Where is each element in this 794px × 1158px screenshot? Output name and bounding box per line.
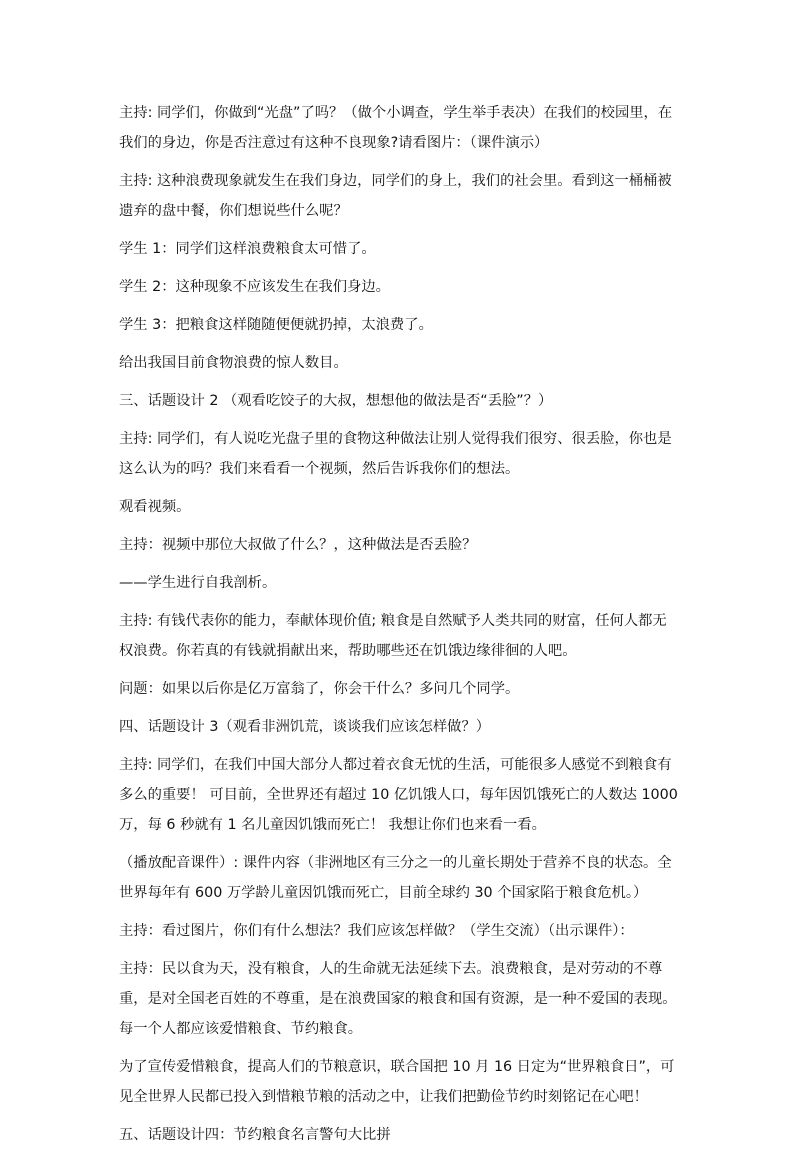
paragraph-question-millionaire: 问题：如果以后你是亿万富翁了，你会干什么？多问几个同学。: [119, 681, 520, 697]
paragraph-host-intro: 主持: 同学们，你做到“光盘”了吗？（做个小调查，学生举手表决）在我们的校园里，在我们的身边，你是否注意过有这种不良现象?请看图片：（课件演示）: [119, 105, 673, 151]
paragraph-host-wealth: 主持: 有钱代表你的能力，奉献体现价值; 粮食是自然赋予人类共同的财富，任何人都无权浪费。你若真的有钱就捐献出来，帮助哪些还在饥饿边缘徘徊的人吧。: [119, 613, 667, 659]
paragraph-host-discussion: 主持：看过图片，你们有什么想法？我们应该怎样做？（学生交流）（出示课件）：: [119, 923, 634, 939]
paragraph-waste-figures: 给出我国目前食物浪费的惊人数目。: [119, 355, 348, 371]
paragraph-student-1: 学生 1：同学们这样浪费粮食太可惜了。: [119, 241, 376, 257]
document-body: [119, 98, 679, 1158]
paragraph-self-analysis: ——学生进行自我剖析。: [119, 575, 277, 591]
paragraph-student-2: 学生 2：这种现象不应该发生在我们身边。: [119, 279, 390, 295]
paragraph-host-conclusion: 主持：民以食为天，没有粮食，人的生命就无法延续下去。浪费粮食，是对劳动的不尊重，是对全国老百姓的不尊重，是在浪费国家的粮食和国有资源，是一种不爱国的表现。每一个人都应该爱惜粮食、节约粮食。: [119, 961, 677, 1037]
paragraph-host-hunger: 主持: 同学们，在我们中国大部分人都过着衣食无忧的生活，可能很多人感觉不到粮食有多么的重要！ 可目前，全世界还有超过 10 亿饥饿人口，每年因饥饿死亡的人数达 1000 万，每 6 秒就有 1 名儿童因饥饿而死亡！ 我想让你们也来看一看。: [119, 757, 678, 833]
paragraph-host-question: 主持：视频中那位大叔做了什么？，这种做法是否丢脸？: [119, 537, 477, 553]
paragraph-host-waste: 主持: 这种浪费现象就发生在我们身边，同学们的身上，我们的社会里。看到这一桶桶被遗弃的盘中餐，你们想说些什么呢？: [119, 173, 672, 219]
paragraph-host-clean-plate: 主持: 同学们，有人说吃光盘子里的食物这种做法让别人觉得我们很穷、很丢脸，你也是这么认为的吗？我们来看看一个视频，然后告诉我你们的想法。: [119, 431, 672, 477]
section-heading-topic-4: 五、话题设计四：节约粮食名言警句大比拼: [119, 1127, 391, 1143]
section-heading-topic-2: 三、话题设计 2 （观看吃饺子的大叔，想想他的做法是否“丢脸”？）: [119, 393, 553, 409]
section-heading-topic-3: 四、话题设计 3（观看非洲饥荒，谈谈我们应该怎样做？）: [119, 719, 491, 735]
paragraph-world-food-day: 为了宣传爱惜粮食，提高人们的节粮意识，联合国把 10 月 16 日定为“世界粮食日”，可见全世界人民都已投入到惜粮节粮的活动之中，让我们把勤俭节约时刻铭记在心吧！: [119, 1059, 675, 1105]
paragraph-courseware-content: （播放配音课件）: 课件内容（非洲地区有三分之一的儿童长期处于营养不良的状态。全世界每年有 600 万学龄儿童因饥饿而死亡，目前全球约 30 个国家陷于粮食危机。）: [119, 855, 672, 901]
paragraph-student-3: 学生 3：把粮食这样随随便便就扔掉，太浪费了。: [119, 317, 433, 333]
paragraph-watch-video: 观看视频。: [119, 499, 191, 515]
